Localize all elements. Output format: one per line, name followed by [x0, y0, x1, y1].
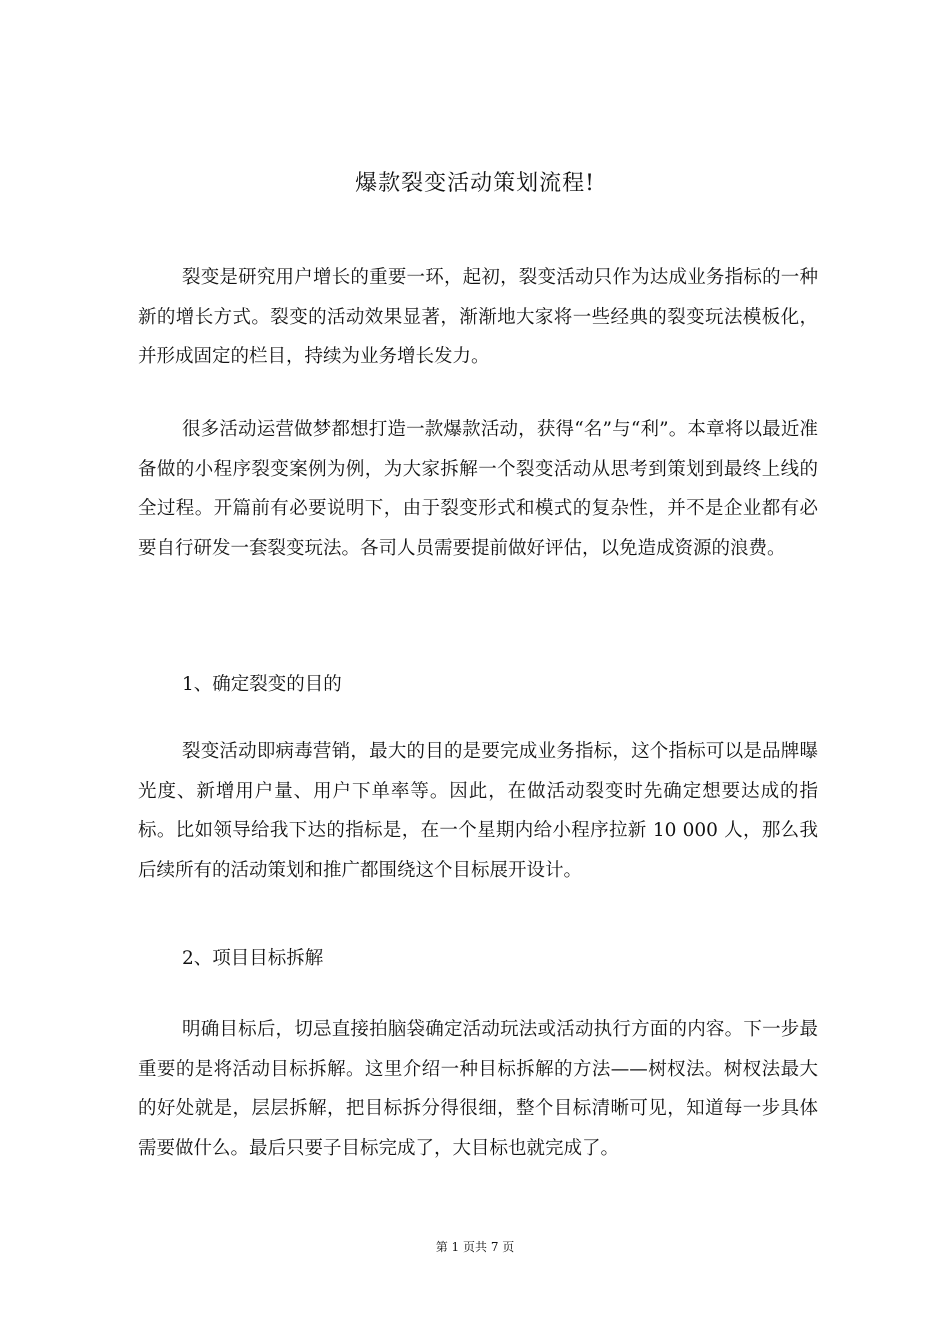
- paragraph-section-1: 裂变活动即病毒营销，最大的目的是要完成业务指标，这个指标可以是品牌曝光度、新增用户量、用户下单率等。因此，在做活动裂变时先确定想要达成的指标。比如领导给我下达的指标是，在一个星期内给小程序拉新 10 000 人，那么我后续所有的活动策划和推广都围绕这个目标展开设计。: [138, 741, 818, 881]
- paragraph-intro: 裂变是研究用户增长的重要一环，起初，裂变活动只作为达成业务指标的一种新的增长方式。裂变的活动效果显著，渐渐地大家将一些经典的裂变玩法模板化，并形成固定的栏目，持续为业务增长发力。: [138, 267, 818, 367]
- paragraph-background: 很多活动运营做梦都想打造一款爆款活动，获得“名”与“利”。本章将以最近准备做的小程序裂变案例为例，为大家拆解一个裂变活动从思考到策划到最终上线的全过程。开篇前有必要说明下，由于裂变形式和模式的复杂性，并不是企业都有必要自行研发一套裂变玩法。各司人员需要提前做好评估，以免造成资源的浪费。: [138, 419, 818, 559]
- page-footer: 第 1 页共 7 页: [435, 1240, 515, 1254]
- section-heading-1: 1、确定裂变的目的: [182, 674, 342, 695]
- document-title: 爆款裂变活动策划流程!: [355, 171, 595, 196]
- section-heading-2: 2、项目目标拆解: [182, 948, 324, 969]
- paragraph-section-2: 明确目标后，切忌直接拍脑袋确定活动玩法或活动执行方面的内容。下一步最重要的是将活动目标拆解。这里介绍一种目标拆解的方法——树杈法。树杈法最大的好处就是，层层拆解，把目标拆分得很细，整个目标清晰可见，知道每一步具体需要做什么。最后只要子目标完成了，大目标也就完成了。: [138, 1019, 818, 1159]
